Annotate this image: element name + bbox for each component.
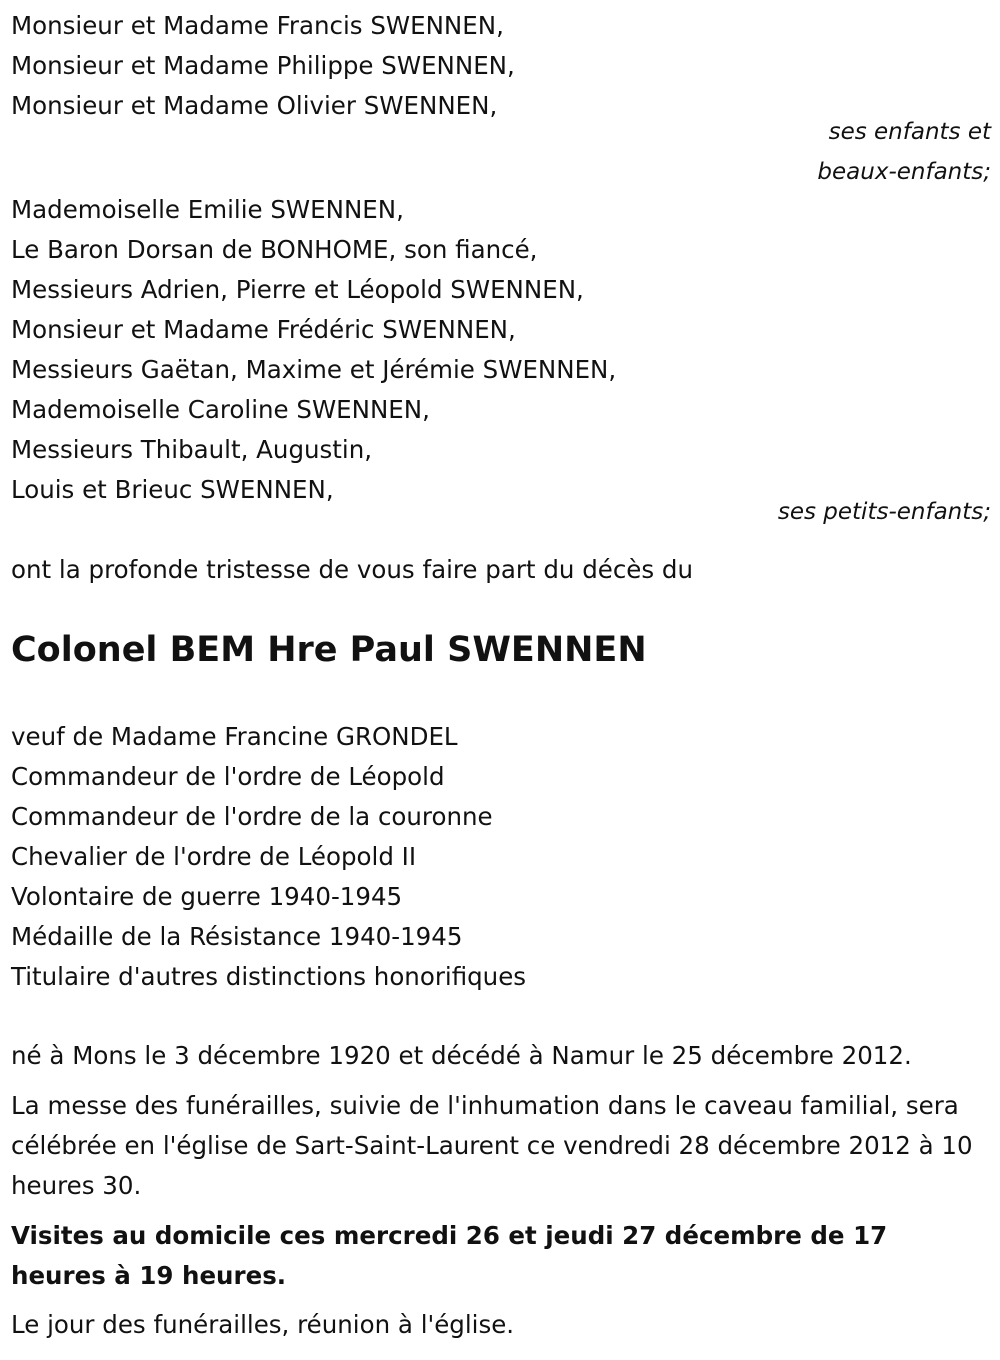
- family-line: Messieurs Gaëtan, Maxime et Jérémie SWENNEN,: [11, 355, 617, 384]
- distinction-line: Titulaire d'autres distinctions honorifiques: [11, 962, 527, 991]
- distinction-line: Volontaire de guerre 1940-1945: [11, 882, 403, 911]
- family-line: Monsieur et Madame Francis SWENNEN,: [11, 11, 504, 40]
- announcement-text: ont la profonde tristesse de vous faire part du décès du: [11, 555, 693, 584]
- family-line: Le Baron Dorsan de BONHOME, son fiancé,: [11, 235, 538, 264]
- distinction-line: Médaille de la Résistance 1940-1945: [11, 922, 463, 951]
- distinction-line: Chevalier de l'ordre de Léopold II: [11, 842, 417, 871]
- family-line: Messieurs Thibault, Augustin,: [11, 435, 373, 464]
- family-line: Louis et Brieuc SWENNEN,: [11, 475, 334, 504]
- funeral-text: La messe des funérailles, suivie de l'inhumation dans le caveau familial, sera célébrée en l'église de Sart-Saint-Laurent ce vendredi 28 décembre 2012 à 10 heures 30.: [11, 1091, 973, 1200]
- children-list: [11, 6, 991, 126]
- deceased-name: Colonel BEM Hre Paul SWENNEN: [11, 630, 647, 670]
- distinctions-list: [11, 717, 991, 997]
- role-line: ses enfants et: [828, 119, 991, 145]
- grandchildren-role: ses petits-enfants;: [777, 499, 991, 525]
- meeting-text: Le jour des funérailles, réunion à l'église.: [11, 1310, 515, 1339]
- distinction-line: Commandeur de l'ordre de Léopold: [11, 762, 445, 791]
- family-line: Monsieur et Madame Olivier SWENNEN,: [11, 91, 498, 120]
- birth-death-text: né à Mons le 3 décembre 1920 et décédé à Namur le 25 décembre 2012.: [11, 1041, 912, 1070]
- family-line: Monsieur et Madame Philippe SWENNEN,: [11, 51, 515, 80]
- grandchildren-list: [11, 190, 991, 510]
- distinction-line: Commandeur de l'ordre de la couronne: [11, 802, 493, 831]
- children-role: [11, 112, 991, 192]
- visits-text: Visites au domicile ces mercredi 26 et jeudi 27 décembre de 17 heures à 19 heures.: [11, 1221, 888, 1290]
- family-line: Messieurs Adrien, Pierre et Léopold SWENNEN,: [11, 275, 584, 304]
- family-line: Mademoiselle Emilie SWENNEN,: [11, 195, 404, 224]
- family-line: Monsieur et Madame Frédéric SWENNEN,: [11, 315, 516, 344]
- distinction-line: veuf de Madame Francine GRONDEL: [11, 722, 458, 751]
- role-line: beaux-enfants;: [817, 159, 991, 185]
- family-line: Mademoiselle Caroline SWENNEN,: [11, 395, 430, 424]
